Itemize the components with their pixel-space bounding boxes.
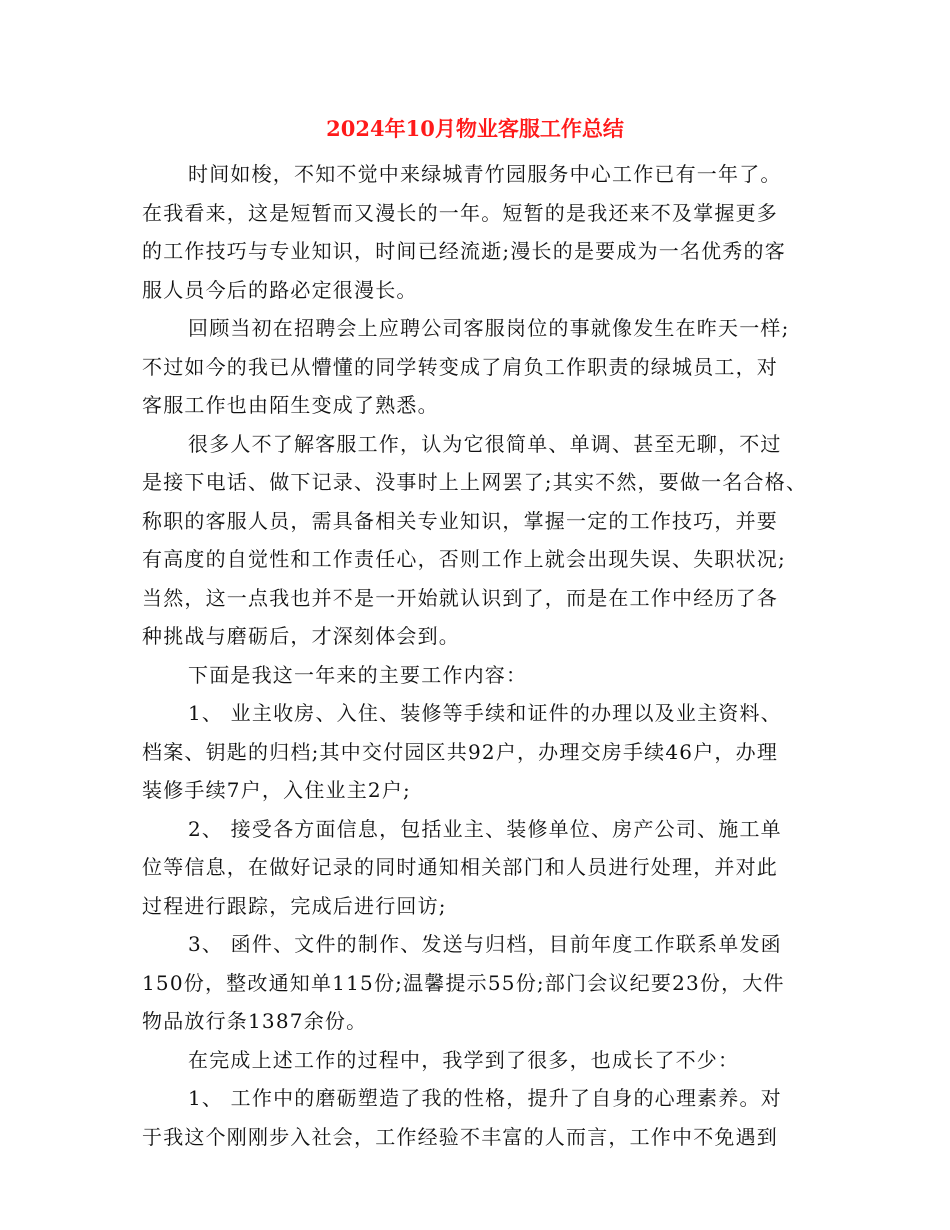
document-title: 2024年10月物业客服工作总结: [326, 116, 624, 141]
list-item-line: 档案、钥匙的归档;其中交付园区共92户，办理交房手续46户，办理: [142, 739, 779, 764]
list-item-line: 1、 业主收房、入住、装修等手续和证件的办理以及业主资料、: [188, 701, 782, 725]
paragraph-line: 当然，这一点我也并不是一开始就认识到了，而是在工作中经历了各: [142, 585, 778, 610]
paragraph-line: 在完成上述工作的过程中，我学到了很多，也成长了不少：: [188, 1047, 740, 1072]
list-item-line: 过程进行跟踪，完成后进行回访;: [142, 893, 447, 918]
paragraph-line: 服人员今后的路必定很漫长。: [142, 277, 418, 302]
paragraph-line: 是接下电话、做下记录、没事时上上网罢了;其实不然，要做一名合格、: [142, 470, 808, 494]
list-item-line: 150份，整改通知单115份;温馨提示55份;部门会议纪要23份，大件: [142, 970, 785, 995]
paragraph-line: 称职的客服人员，需具备相关专业知识，掌握一定的工作技巧，并要: [142, 508, 778, 533]
paragraph-line: 种挑战与磨砺后，才深刻体会到。: [142, 624, 460, 648]
paragraph-line: 时间如梭，不知不觉中来绿城青竹园服务中心工作已有一年了。: [188, 162, 782, 186]
list-item-line: 位等信息，在做好记录的同时通知相关部门和人员进行处理，并对此: [142, 855, 778, 879]
paragraph-line: 的工作技巧与专业知识，时间已经流逝;漫长的是要成为一名优秀的客: [142, 239, 786, 263]
list-item-line: 3、 函件、文件的制作、发送与归档，目前年度工作联系单发函: [188, 932, 782, 956]
paragraph-line: 回顾当初在招聘会上应聘公司客服岗位的事就像发生在昨天一样;: [188, 316, 790, 340]
list-item-line: 物品放行条1387余份。: [142, 1009, 368, 1033]
document-body: [142, 155, 812, 1156]
paragraph-line: 有高度的自觉性和工作责任心，否则工作上就会出现失误、失职状况;: [142, 547, 786, 571]
paragraph-line: 不过如今的我已从懵懂的同学转变成了肩负工作职责的绿城员工，对: [142, 354, 778, 379]
list-item-line: 1、 工作中的磨砺塑造了我的性格，提升了自身的心理素养。对: [188, 1086, 782, 1110]
paragraph-line: 在我看来，这是短暂而又漫长的一年。短暂的是我还来不及掌握更多: [142, 200, 778, 225]
paragraph-line: 下面是我这一年来的主要工作内容：: [188, 662, 528, 687]
list-item-line: 装修手续7户，入住业主2户;: [142, 778, 411, 802]
paragraph-line: 客服工作也由陌生变成了熟悉。: [142, 393, 439, 417]
paragraph-line: 很多人不了解客服工作，认为它很简单、单调、甚至无聊，不过: [188, 431, 782, 456]
list-item-line: 于我这个刚刚步入社会，工作经验不丰富的人而言，工作中不免遇到: [142, 1124, 778, 1149]
list-item-line: 2、 接受各方面信息，包括业主、装修单位、房产公司、施工单: [188, 816, 782, 841]
